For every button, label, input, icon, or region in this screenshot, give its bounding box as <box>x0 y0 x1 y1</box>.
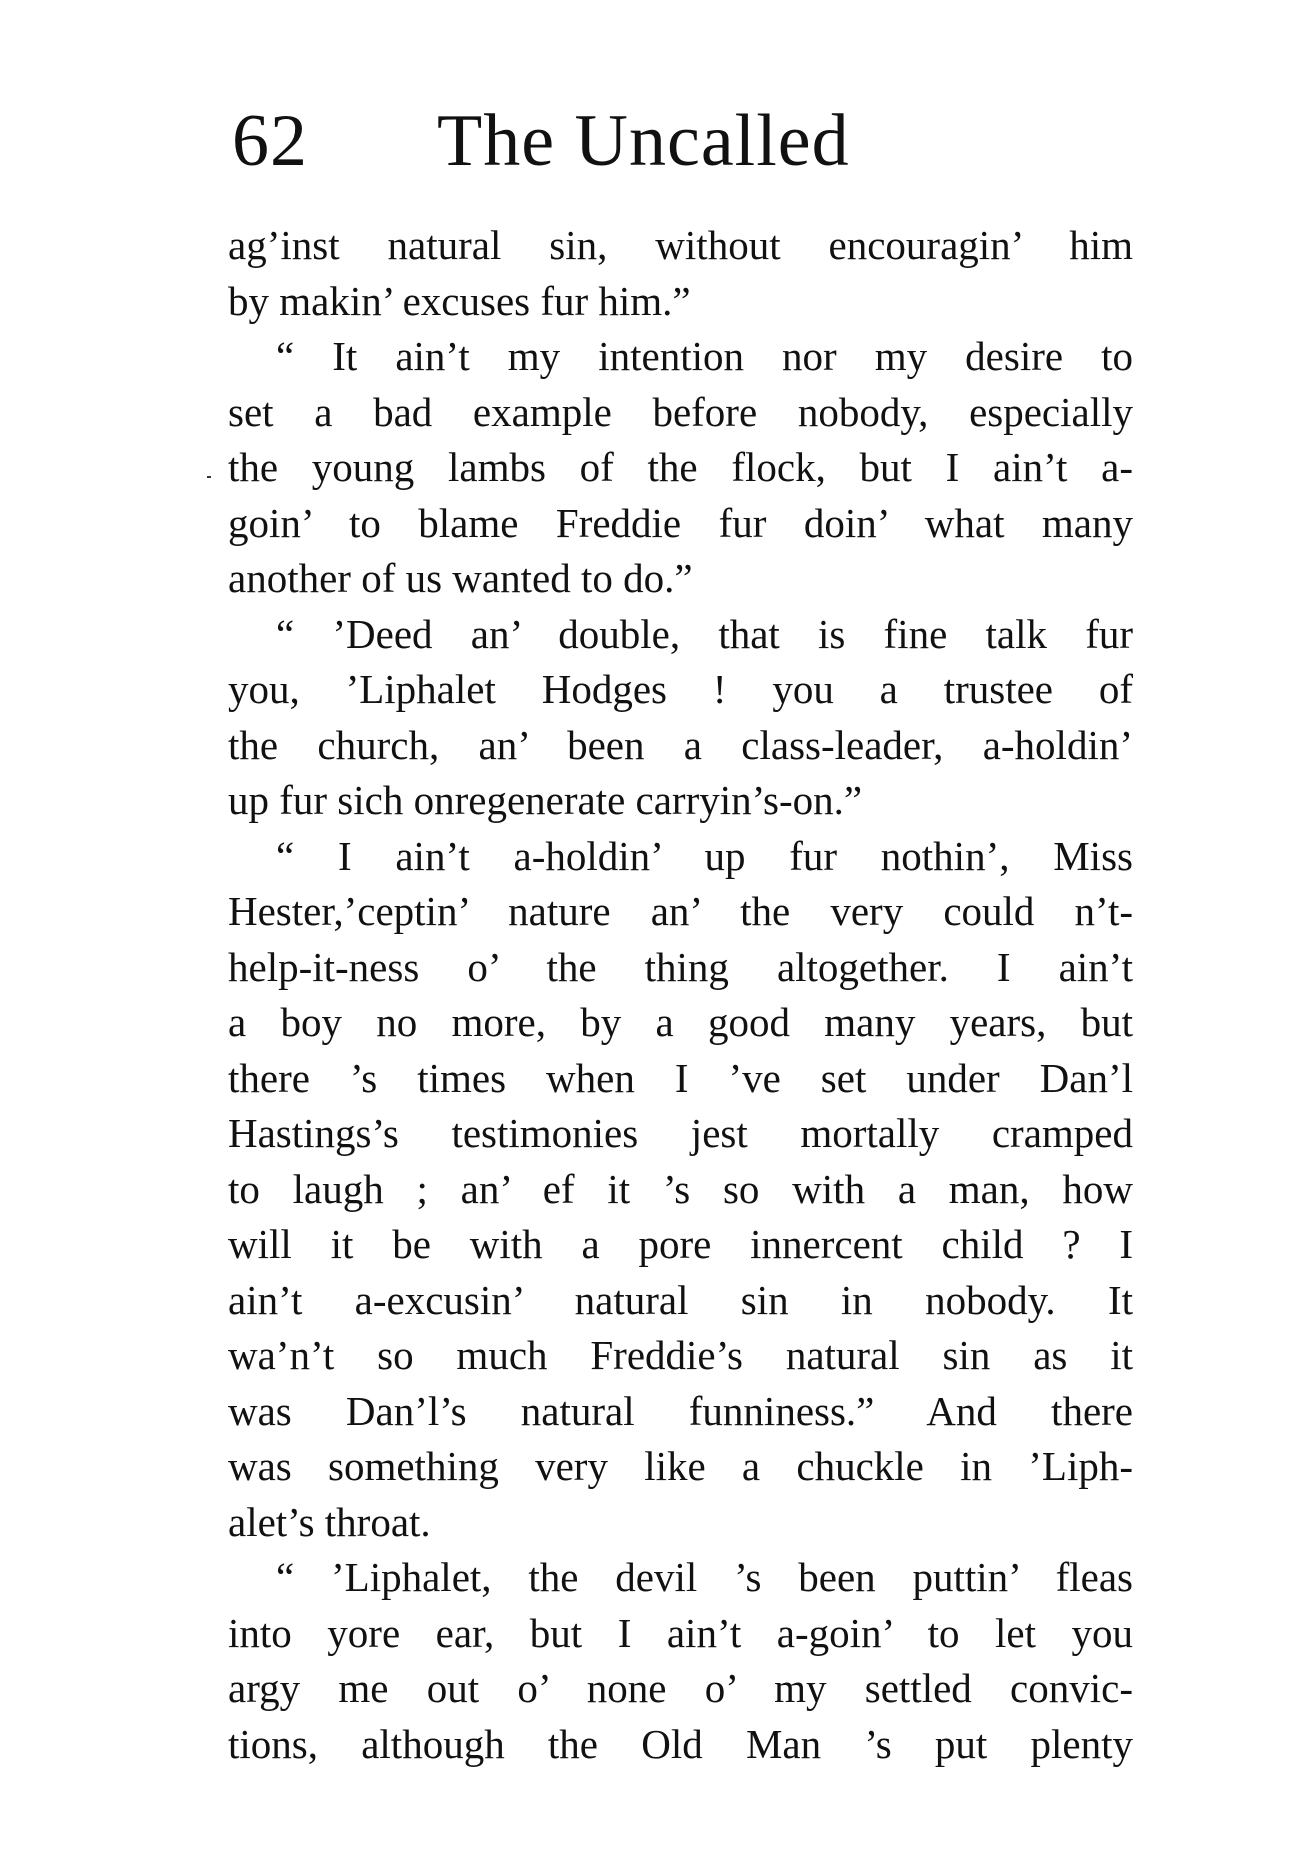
text-line: help-it-ness o’ the thing altogether. I ain’t <box>228 943 1133 990</box>
page-number: 62 <box>232 100 308 182</box>
text-line: goin’ to blame Freddie fur doin’ what many <box>228 499 1133 546</box>
running-title: The Uncalled <box>437 100 850 182</box>
text-line: was something very like a chuckle in ’Liph- <box>228 1443 1133 1489</box>
text-line: you, ’Liphalet Hodges ! you a trustee of <box>228 666 1133 712</box>
text-line: set a bad example before nobody, especially <box>228 388 1133 435</box>
text-line: the church, an’ been a class-leader, a-holdin’ <box>228 721 1133 768</box>
text-line: another of us wanted to do.” <box>228 555 693 601</box>
text-line: there ’s times when I ’ve set under Dan’l <box>228 1054 1133 1101</box>
text-line: was Dan’l’s natural funniness.” And there <box>228 1387 1133 1434</box>
text-line: into yore ear, but I ain’t a-goin’ to let you <box>228 1609 1133 1656</box>
text-line: ag’inst natural sin, without encouragin’ him <box>228 222 1133 268</box>
text-line: alet’s throat. <box>228 1498 431 1545</box>
text-line: will it be with a pore innercent child ? I <box>228 1221 1133 1267</box>
text-line: a boy no more, by a good many years, but <box>228 999 1133 1045</box>
text-line: to laugh ; an’ ef it ’s so with a man, how <box>228 1165 1133 1212</box>
text-line: “ I ain’t a-holdin’ up fur nothin’, Miss <box>276 832 1133 879</box>
text-line: argy me out o’ none o’ my settled convic- <box>228 1665 1133 1711</box>
body-text <box>228 218 1133 1772</box>
print-speck <box>207 476 211 478</box>
text-line: by makin’ excuses fur him.” <box>228 277 691 324</box>
page-header <box>232 96 1132 186</box>
text-line: wa’n’t so much Freddie’s natural sin as it <box>228 1332 1133 1378</box>
text-line: “ It ain’t my intention nor my desire to <box>276 333 1133 379</box>
text-line: Hester,’ceptin’ nature an’ the very could n’t- <box>228 888 1133 934</box>
text-line: the young lambs of the flock, but I ain’t a- <box>228 444 1133 490</box>
text-line: tions, although the Old Man ’s put plenty <box>228 1720 1133 1767</box>
text-line: “ ’Deed an’ double, that is fine talk fur <box>276 610 1133 657</box>
text-line: up fur sich onregenerate carryin’s-on.” <box>228 777 863 823</box>
text-line: “ ’Liphalet, the devil ’s been puttin’ fleas <box>276 1554 1133 1600</box>
text-line: ain’t a-excusin’ natural sin in nobody. It <box>228 1276 1133 1323</box>
text-line: Hastings’s testimonies jest mortally cramped <box>228 1110 1133 1156</box>
